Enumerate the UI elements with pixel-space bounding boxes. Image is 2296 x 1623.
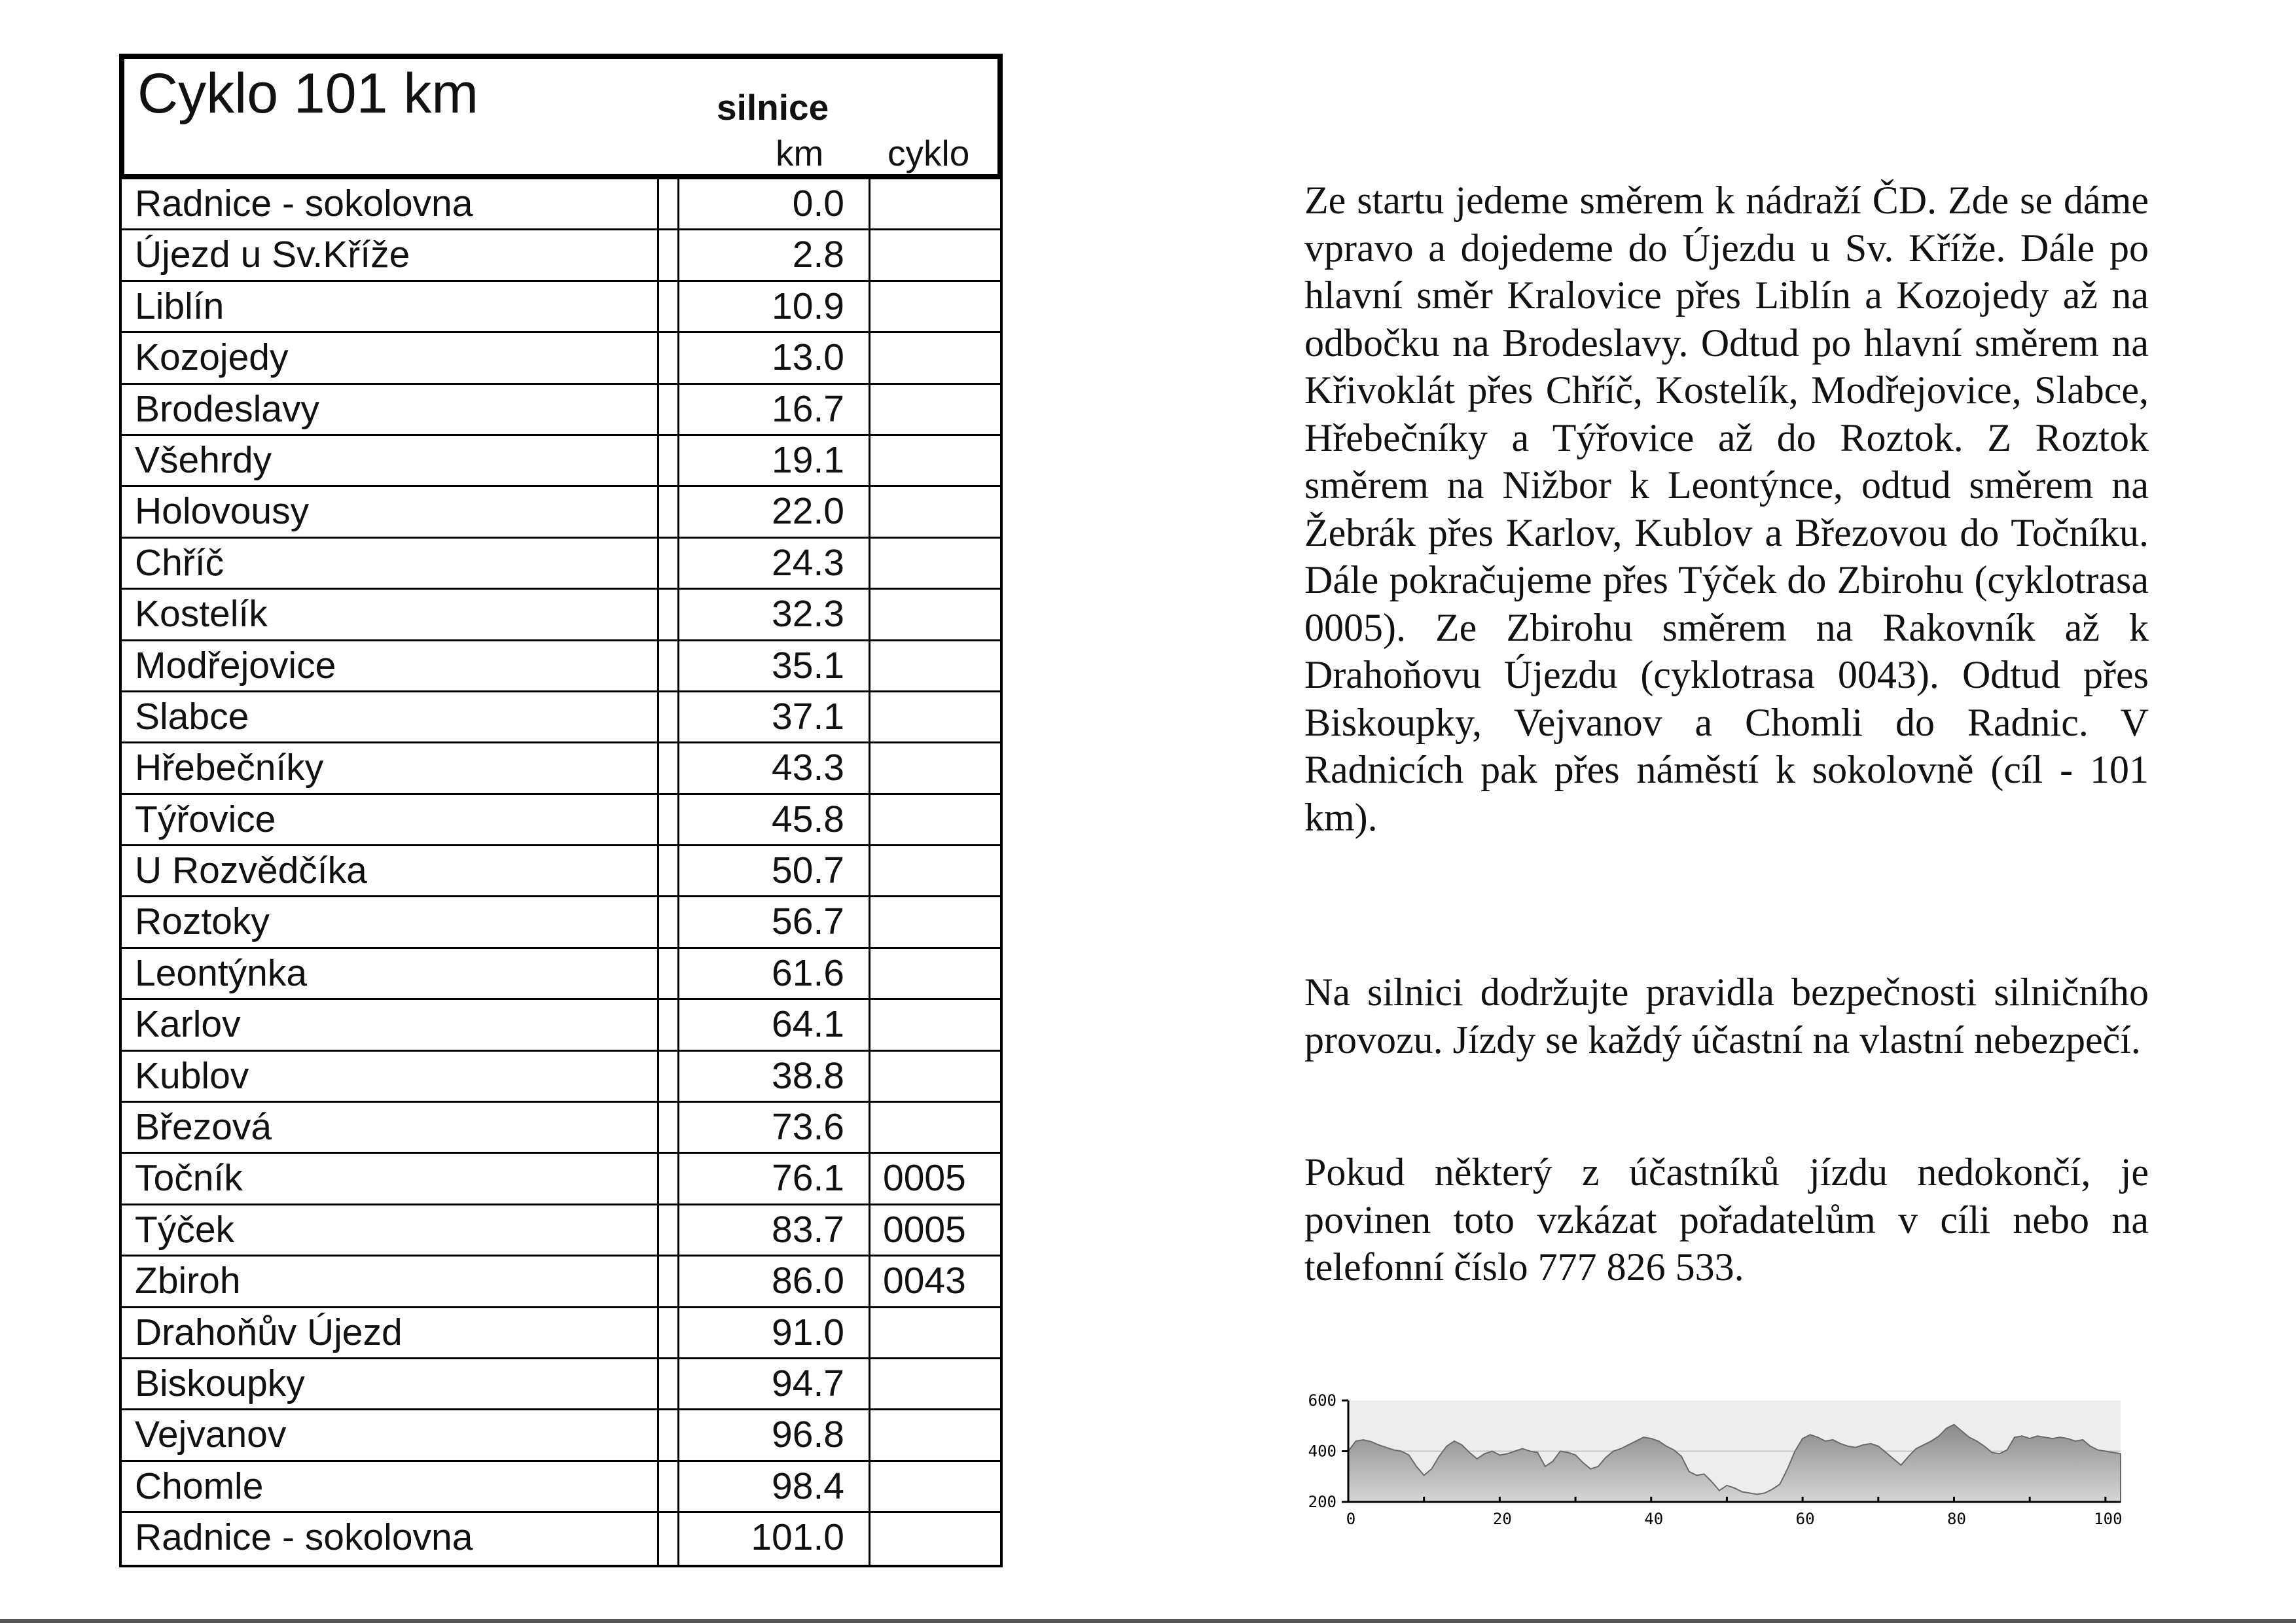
row-place-name: Chříč — [135, 541, 224, 584]
x-tick-label: 60 — [1795, 1510, 1815, 1528]
row-km-value: 13.0 — [772, 336, 844, 379]
row-separator — [657, 1103, 679, 1152]
x-tick-label: 20 — [1492, 1510, 1512, 1528]
row-place-name: Točník — [135, 1157, 243, 1200]
row-place-name: Radnice - sokolovna — [135, 183, 473, 224]
table-row — [122, 1154, 1000, 1205]
row-separator — [657, 436, 679, 485]
row-km-value: 22.0 — [772, 490, 844, 533]
row-separator — [657, 1513, 679, 1564]
table-row — [122, 795, 1000, 846]
row-place-name: Kostelík — [135, 593, 268, 635]
y-tick-label: 600 — [1308, 1391, 1336, 1410]
table-body — [119, 179, 1003, 1567]
row-separator — [657, 333, 679, 382]
table-row — [122, 1103, 1000, 1154]
row-cyklo-route: 0005 — [883, 1157, 966, 1200]
table-title: Cyklo 101 km — [137, 62, 478, 125]
row-km-value: 61.6 — [772, 952, 844, 994]
row-separator — [657, 641, 679, 690]
table-header — [119, 54, 1003, 179]
row-separator — [657, 692, 679, 741]
row-place-name: U Rozvědčíka — [135, 849, 367, 892]
header-silnice: silnice — [717, 87, 829, 128]
row-place-name: Liblín — [135, 285, 224, 327]
table-row — [122, 1052, 1000, 1103]
row-separator — [657, 1462, 679, 1511]
row-km-value: 76.1 — [772, 1157, 844, 1200]
row-km-value: 73.6 — [772, 1106, 844, 1149]
x-tick-label: 0 — [1346, 1510, 1356, 1528]
table-row — [122, 539, 1000, 590]
row-km-value: 43.3 — [772, 747, 844, 789]
table-row — [122, 743, 1000, 794]
table-row — [122, 949, 1000, 1000]
row-place-name: Březová — [135, 1106, 272, 1149]
safety-notice: Na silnici dodržujte pravidla bezpečnosti silničního provozu. Jízdy se každý účastní na vlastní nebezpečí. — [1304, 971, 2149, 1061]
y-tick-label: 400 — [1308, 1442, 1336, 1461]
row-separator — [657, 282, 679, 331]
table-row — [122, 1359, 1000, 1410]
row-km-value: 32.3 — [772, 593, 844, 635]
row-place-name: Vejvanov — [135, 1414, 287, 1456]
table-row — [122, 1513, 1000, 1564]
table-row — [122, 1410, 1000, 1461]
table-row — [122, 487, 1000, 538]
table-row — [122, 1257, 1000, 1308]
table-row — [122, 1308, 1000, 1359]
row-cyklo-route: 0043 — [883, 1260, 966, 1302]
row-place-name: Roztoky — [135, 901, 270, 943]
row-separator — [657, 1410, 679, 1459]
table-row — [122, 1000, 1000, 1051]
row-separator — [657, 539, 679, 588]
row-km-value: 38.8 — [772, 1054, 844, 1097]
row-place-name: Kublov — [135, 1054, 249, 1097]
route-description: Ze startu jedeme směrem k nádraží ČD. Zde se dáme vpravo a dojedeme do Újezdu u Sv. Kříže. Dále po hlavní směr Kralovice přes Liblín a Kozojedy až na odbočku na Brodeslavy. Odtud po hlavní směrem na Křivoklát přes Chříč, Kostelík, Modřejovice, Slabce, Hřebečníky a Týřovice až do Roztok. Z Roztok směrem na Nižbor k Leontýnce, odtud směrem na Žebrák přes Karlov, Kublov a Březovou do Točníku. Dále pokračujeme přes Týček do Zbirohu (cyklotrasa 0005). Ze Zbirohu směrem na Rakovník až k Drahoňovu Újezdu (cyklotrasa 0043). Odtud přes Biskoupky, Vejvanov a Chomli do Radnic. V Radnicích pak přes náměstí k sokolovně (cíl - 101 km). — [1304, 179, 2149, 839]
table-row — [122, 897, 1000, 948]
x-tick-label: 100 — [2094, 1510, 2123, 1528]
row-separator — [657, 179, 679, 228]
x-tick-label: 40 — [1644, 1510, 1664, 1528]
row-place-name: Hřebečníky — [135, 747, 324, 789]
row-km-value: 50.7 — [772, 849, 844, 892]
row-separator — [657, 846, 679, 895]
row-separator — [657, 1205, 679, 1255]
table-row — [122, 230, 1000, 281]
row-km-value: 0.0 — [792, 183, 844, 224]
row-place-name: Týřovice — [135, 798, 276, 840]
table-row — [122, 385, 1000, 436]
row-place-name: Radnice - sokolovna — [135, 1516, 473, 1559]
row-place-name: Karlov — [135, 1003, 241, 1046]
header-cyklo: cyklo — [888, 133, 970, 173]
header-km: km — [776, 133, 824, 173]
table-row — [122, 846, 1000, 897]
row-place-name: Slabce — [135, 695, 249, 738]
row-place-name: Zbiroh — [135, 1260, 241, 1302]
row-km-value: 98.4 — [772, 1465, 844, 1507]
row-separator — [657, 590, 679, 639]
y-tick-label: 200 — [1308, 1493, 1336, 1511]
row-km-value: 19.1 — [772, 438, 844, 481]
row-km-value: 37.1 — [772, 695, 844, 738]
row-km-value: 83.7 — [772, 1208, 844, 1251]
table-row — [122, 641, 1000, 692]
row-separator — [657, 795, 679, 844]
row-place-name: Modřejovice — [135, 644, 336, 687]
row-separator — [657, 1359, 679, 1408]
row-place-name: Holovousy — [135, 490, 310, 533]
row-km-value: 86.0 — [772, 1260, 844, 1302]
x-tick-label: 80 — [1947, 1510, 1966, 1528]
row-place-name: Biskoupky — [135, 1362, 305, 1404]
row-km-value: 16.7 — [772, 387, 844, 430]
row-place-name: Brodeslavy — [135, 387, 319, 430]
withdrawal-notice: Pokud některý z účastníků jízdu nedokončí, je povinen toto vzkázat pořadatelům v cíli nebo na telefonní číslo 777 826 533. — [1304, 1150, 2149, 1289]
row-place-name: Týček — [135, 1208, 235, 1251]
row-cyklo-route: 0005 — [883, 1208, 966, 1251]
row-km-value: 24.3 — [772, 541, 844, 584]
row-place-name: Kozojedy — [135, 336, 289, 379]
row-separator — [657, 230, 679, 279]
row-separator — [657, 1154, 679, 1203]
row-km-value: 94.7 — [772, 1362, 844, 1404]
row-separator — [657, 1000, 679, 1049]
row-separator — [657, 385, 679, 434]
table-row — [122, 282, 1000, 333]
row-separator — [657, 743, 679, 793]
row-separator — [657, 1308, 679, 1357]
row-separator — [657, 487, 679, 536]
table-row — [122, 333, 1000, 384]
row-place-name: Chomle — [135, 1465, 264, 1507]
table-row — [122, 1205, 1000, 1257]
row-km-value: 91.0 — [772, 1311, 844, 1353]
row-km-value: 10.9 — [772, 285, 844, 327]
row-place-name: Všehrdy — [135, 438, 272, 481]
table-row — [122, 590, 1000, 641]
elevation-profile-chart — [1296, 1381, 2147, 1538]
row-place-name: Drahoňův Újezd — [135, 1311, 403, 1353]
row-place-name: Újezd u Sv.Kříže — [135, 234, 410, 276]
elevation-profile-svg — [1296, 1381, 2147, 1538]
row-km-value: 101.0 — [751, 1516, 844, 1559]
table-row — [122, 1462, 1000, 1513]
row-km-value: 35.1 — [772, 644, 844, 687]
table-row — [122, 692, 1000, 743]
row-place-name: Leontýnka — [135, 952, 308, 994]
row-separator — [657, 949, 679, 998]
table-row — [122, 436, 1000, 487]
row-km-value: 45.8 — [772, 798, 844, 840]
row-km-value: 64.1 — [772, 1003, 844, 1046]
row-separator — [657, 897, 679, 946]
row-separator — [657, 1257, 679, 1306]
row-km-value: 56.7 — [772, 901, 844, 943]
row-km-value: 2.8 — [792, 234, 844, 276]
table-row — [122, 179, 1000, 230]
page-bottom-rule — [0, 1619, 2296, 1623]
row-separator — [657, 1052, 679, 1101]
row-km-value: 96.8 — [772, 1414, 844, 1456]
